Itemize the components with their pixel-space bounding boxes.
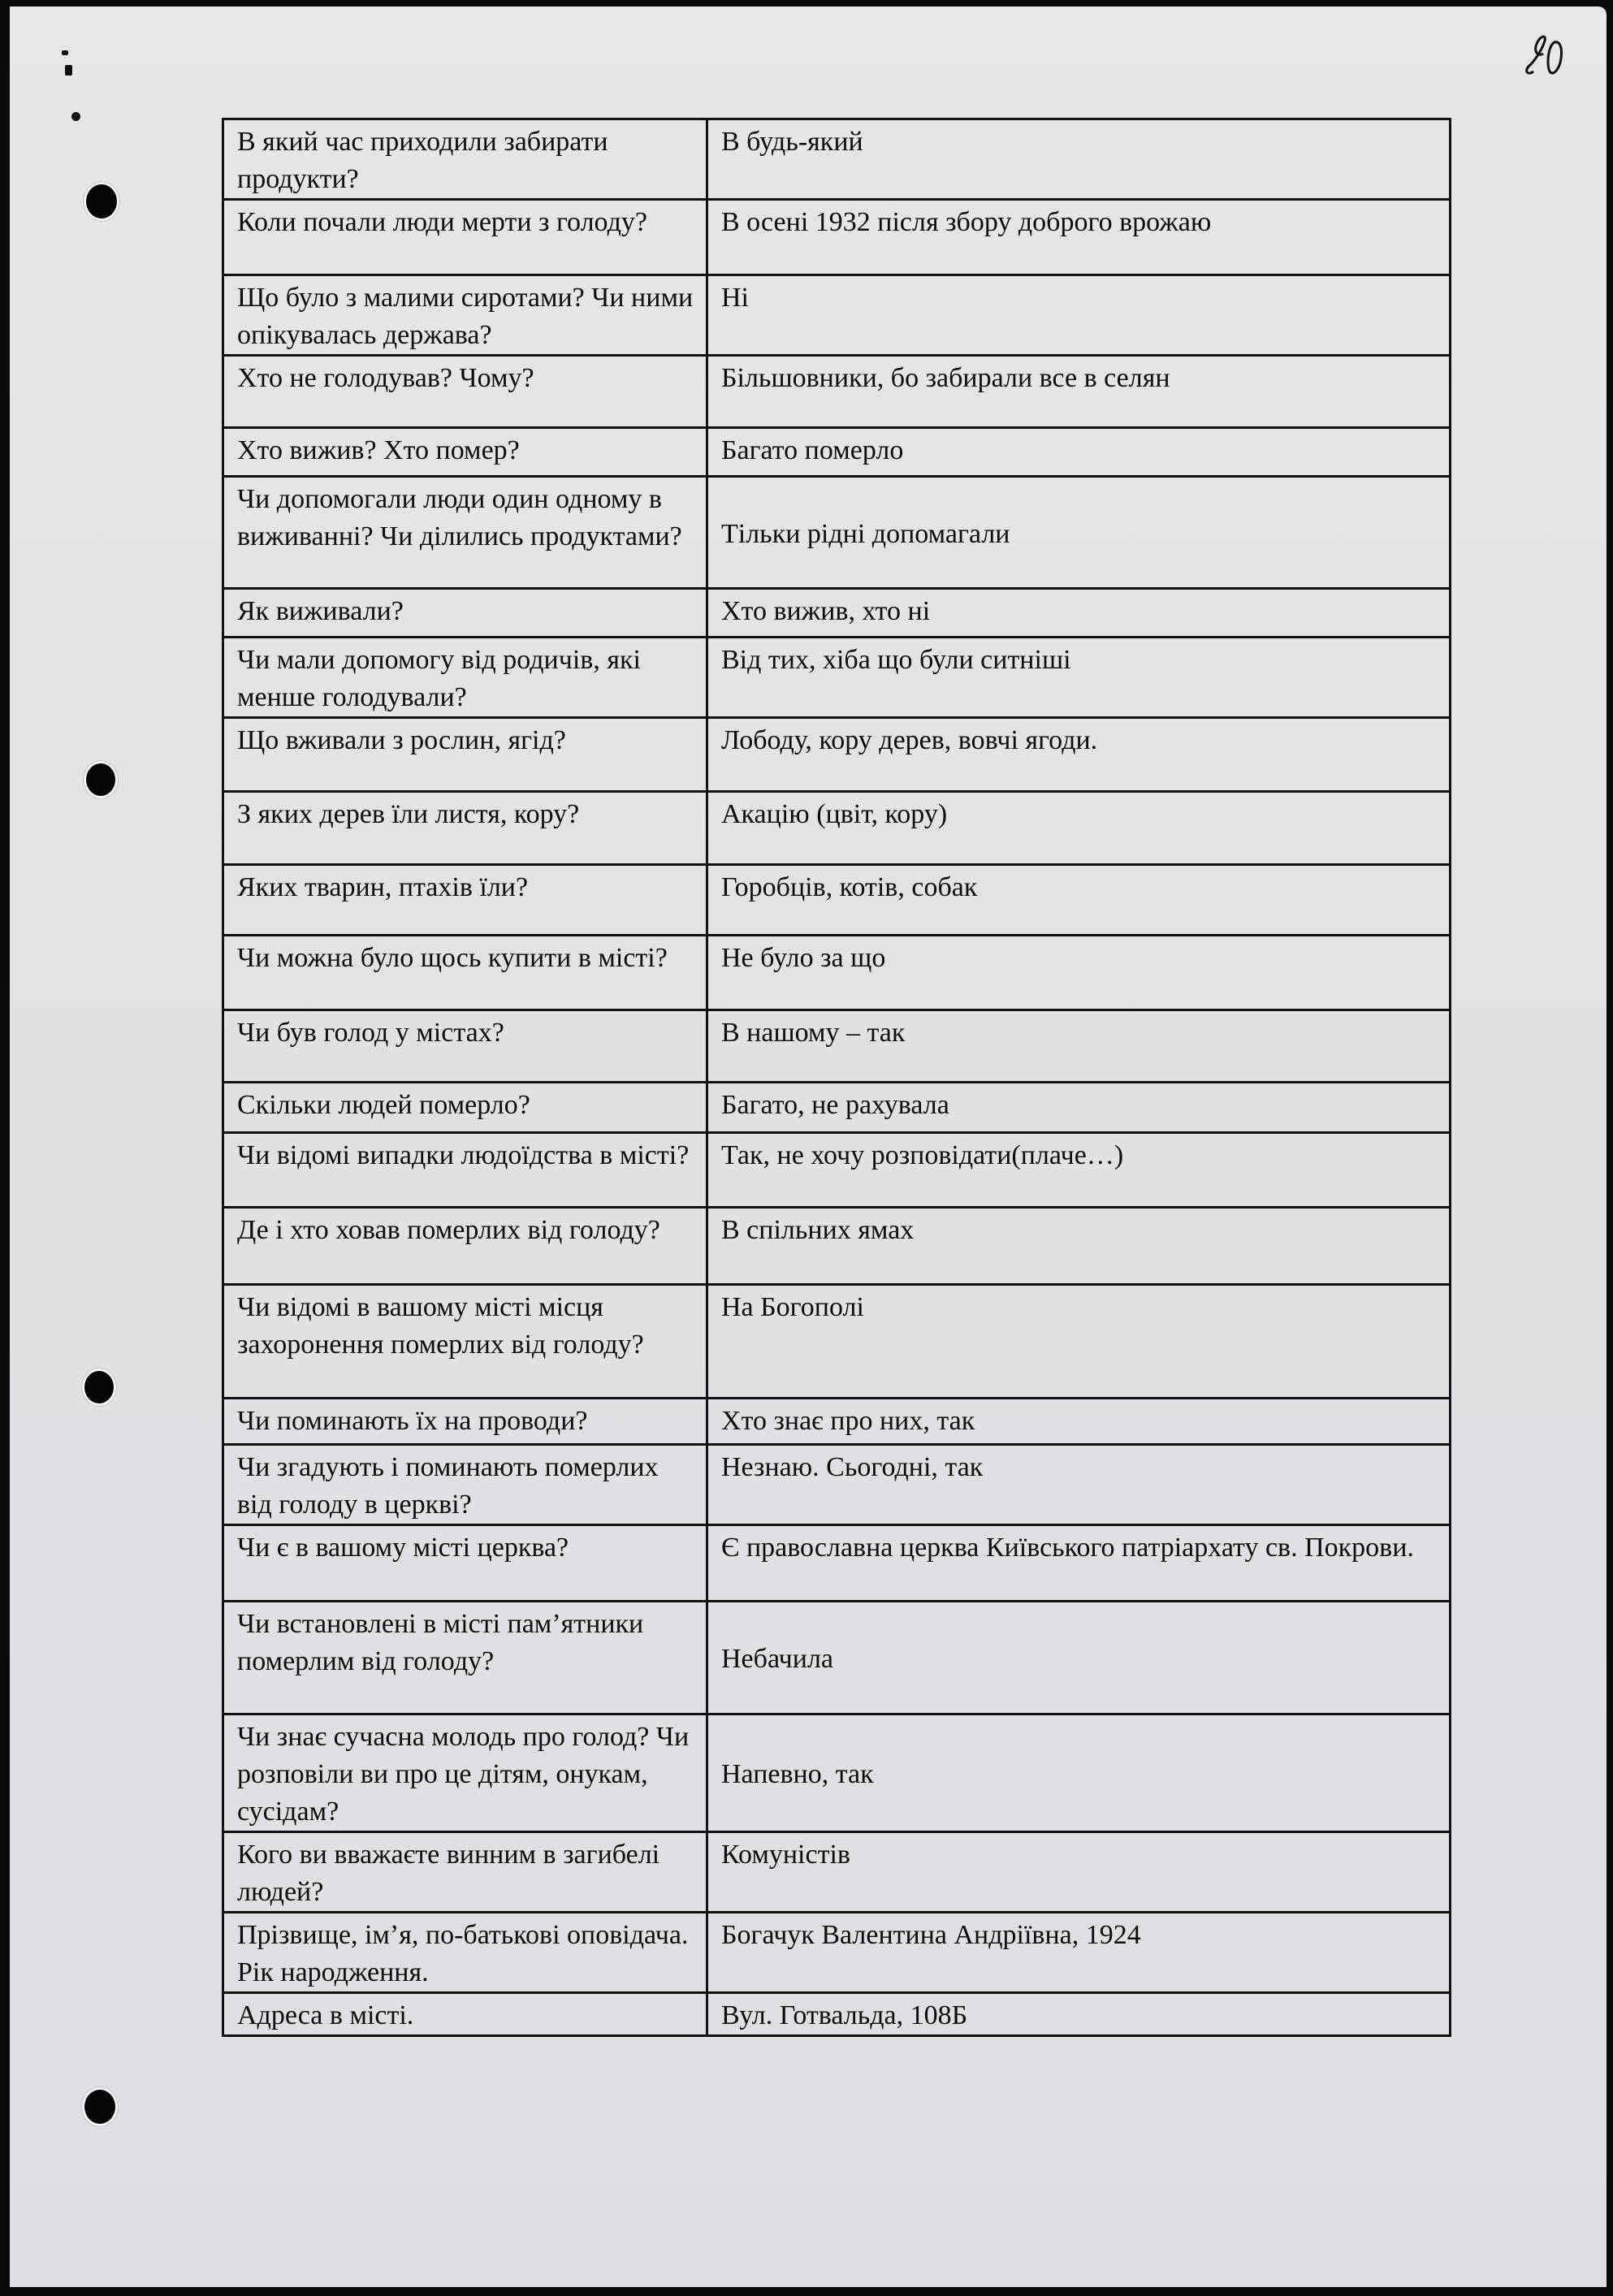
question-cell: Скільки людей померло? <box>223 1083 707 1133</box>
answer-cell: Напевно, так <box>707 1714 1451 1832</box>
answer-cell: На Богополі <box>707 1285 1451 1399</box>
table-row <box>223 1133 1451 1208</box>
answer-cell: Горобців, котів, собак <box>707 865 1451 936</box>
question-cell: Що вживали з рослин, ягід? <box>223 718 707 792</box>
answer-cell: В будь-який <box>707 119 1451 200</box>
table-row <box>223 865 1451 936</box>
table-row <box>223 1399 1451 1445</box>
question-cell: Адреса в місті. <box>223 1993 707 2036</box>
question-cell: Чи допомогали люди один одному в виживанні? Чи ділились продуктами? <box>223 477 707 589</box>
answer-cell: Не було за що <box>707 936 1451 1010</box>
punch-hole <box>86 184 117 218</box>
question-cell: З яких дерев їли листя, кору? <box>223 792 707 865</box>
answer-cell: Небачила <box>707 1602 1451 1714</box>
answer-cell: Багато, не рахувала <box>707 1083 1451 1133</box>
table-row <box>223 638 1451 718</box>
table-row <box>223 1602 1451 1714</box>
question-cell: Кого ви вважаєте винним в загибелі людей? <box>223 1832 707 1913</box>
answer-cell: Незнаю. Сьогодні, так <box>707 1445 1451 1525</box>
table-row <box>223 589 1451 638</box>
answer-cell: Акацію (цвіт, кору) <box>707 792 1451 865</box>
answer-cell: В осені 1932 після збору доброго врожаю <box>707 200 1451 275</box>
answer-cell: Вул. Готвальда, 108Б <box>707 1993 1451 2036</box>
question-cell: В який час приходили забирати продукти? <box>223 119 707 200</box>
table-row <box>223 477 1451 589</box>
table-row <box>223 1083 1451 1133</box>
margin-speck <box>65 65 72 76</box>
answer-cell: Є православна церква Київського патріархату св. Покрови. <box>707 1525 1451 1602</box>
table-row <box>223 936 1451 1010</box>
question-cell: Хто вижив? Хто помер? <box>223 428 707 477</box>
punch-hole <box>86 763 115 796</box>
answer-cell: Від тих, хіба що були ситніші <box>707 638 1451 718</box>
question-cell: Чи відомі випадки людоїдства в місті? <box>223 1133 707 1208</box>
answer-cell: Більшовники, бо забирали все в селян <box>707 356 1451 428</box>
question-cell: Чи можна було щось купити в місті? <box>223 936 707 1010</box>
punch-hole <box>84 1371 114 1403</box>
answer-cell: В спільних ямах <box>707 1208 1451 1285</box>
answer-cell: Комуністів <box>707 1832 1451 1913</box>
answer-cell: Хто вижив, хто ні <box>707 589 1451 638</box>
question-cell: Чи відомі в вашому місті місця захоронення померлих від голоду? <box>223 1285 707 1399</box>
question-cell: Чи поминають їх на проводи? <box>223 1399 707 1445</box>
question-cell: Чи є в вашому місті церква? <box>223 1525 707 1602</box>
punch-hole <box>84 2090 115 2124</box>
table-row <box>223 792 1451 865</box>
answer-cell: Тільки рідні допомагали <box>707 477 1451 589</box>
question-cell: Що було з малими сиротами? Чи ними опікувалась держава? <box>223 275 707 356</box>
table-row <box>223 718 1451 792</box>
question-cell: Яких тварин, птахів їли? <box>223 865 707 936</box>
question-cell: Де і хто ховав померлих від голоду? <box>223 1208 707 1285</box>
table-row <box>223 1913 1451 1993</box>
table-row <box>223 1832 1451 1913</box>
question-cell: Чи встановлені в місті пам’ятники померлим від голоду? <box>223 1602 707 1714</box>
questionnaire-table <box>222 118 1451 2037</box>
question-cell: Чи згадують і поминають померлих від голоду в церкві? <box>223 1445 707 1525</box>
answer-cell: В нашому – так <box>707 1010 1451 1083</box>
answer-cell: Лободу, кору дерев, вовчі ягоди. <box>707 718 1451 792</box>
table-row <box>223 1525 1451 1602</box>
question-cell: Хто не голодував? Чому? <box>223 356 707 428</box>
table-row <box>223 275 1451 356</box>
question-cell: Прізвище, ім’я, по-батькові оповідача. Рік народження. <box>223 1913 707 1993</box>
answer-cell: Хто знає про них, так <box>707 1399 1451 1445</box>
answer-cell: Богачук Валентина Андріївна, 1924 <box>707 1913 1451 1993</box>
answer-cell: Так, не хочу розповідати(плаче…) <box>707 1133 1451 1208</box>
table-row <box>223 200 1451 275</box>
table-row <box>223 1010 1451 1083</box>
question-cell: Чи знає сучасна молодь про голод? Чи розповіли ви про це дітям, онукам, сусідам? <box>223 1714 707 1832</box>
handwritten-page-number <box>1522 29 1571 86</box>
table-row <box>223 356 1451 428</box>
table-row <box>223 119 1451 200</box>
answer-cell: Ні <box>707 275 1451 356</box>
question-cell: Чи мали допомогу від родичів, які менше голодували? <box>223 638 707 718</box>
table-row <box>223 1445 1451 1525</box>
table-row <box>223 1714 1451 1832</box>
margin-speck <box>71 112 80 121</box>
question-cell: Коли почали люди мерти з голоду? <box>223 200 707 275</box>
question-cell: Як виживали? <box>223 589 707 638</box>
question-cell: Чи був голод у містах? <box>223 1010 707 1083</box>
answer-cell: Багато померло <box>707 428 1451 477</box>
margin-speck <box>62 50 68 55</box>
table-row <box>223 428 1451 477</box>
table-row <box>223 1208 1451 1285</box>
table-row <box>223 1285 1451 1399</box>
table-row <box>223 1993 1451 2036</box>
